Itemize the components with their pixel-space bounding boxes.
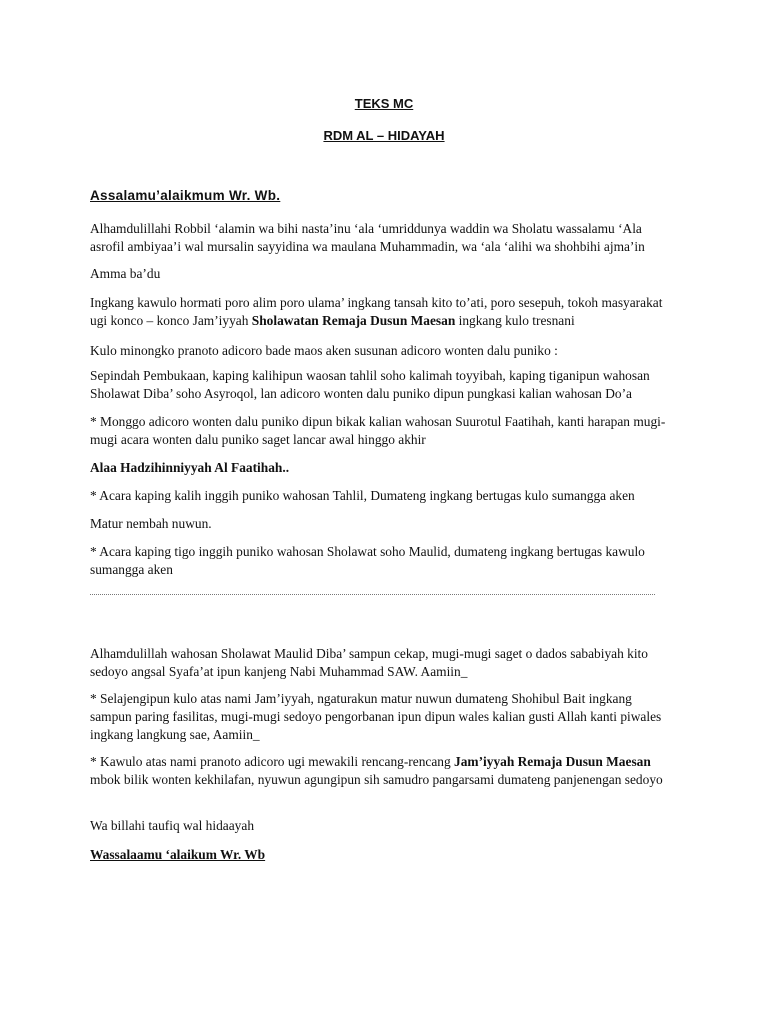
fatihah-call: Alaa Hadzihinniyyah Al Faatihah..	[90, 460, 290, 475]
paragraph-opening-prayer: Alhamdulillahi Robbil ‘alamin wa bihi nasta’inu ‘ala ‘umriddunya waddin wa Sholatu wassalamu ‘Ala asrofil ambiyaa’i wal mursalin sayyidina wa maulana Muhammadin, wa ‘ala ‘alihi wa shohbihi ajma’in	[90, 221, 645, 254]
paragraph-thanks-host: * Selajengipun kulo atas nami Jam’iyyah, ngaturakun matur nuwun dumateng Shohibul Bait ingkang sampun paring fasilitas, mugi-mugi sedoyo pengorbanan ipun dipun wales kalian gusti Allah kanti piwales ingkang langkung sae, Aamiin_	[90, 691, 662, 742]
paragraph-respects	[90, 294, 675, 330]
paragraph-thanks: Matur nembah nuwun.	[90, 516, 212, 531]
dotted-separator	[90, 594, 655, 595]
closing-greeting: Wassalaamu ‘alaikum Wr. Wb	[90, 847, 266, 862]
paragraph-apology-text-1: * Kawulo atas nami pranoto adicoro ugi mewakili rencang-rencang	[90, 754, 455, 769]
paragraph-respects-text-1: Ingkang kawulo hormati poro alim poro ulama’ ingkang tansah kito to’ati, poro sesepuh, tokoh masyarakat ugi konco – konco Jam’iyyah	[90, 295, 663, 328]
paragraph-billahi: Wa billahi taufiq wal hidaayah	[90, 818, 255, 833]
paragraph-tahlil: * Acara kaping kalih inggih puniko wahosan Tahlil, Dumateng ingkang bertugas kulo sumangga aken	[90, 488, 635, 503]
document-subtitle: RDM AL – HIDAYAH	[323, 128, 445, 143]
paragraph-apology-text-2: mbok bilik wonten kekhilafan, nyuwun agungipun sih samudro pangarsami dumateng panjenengan sedoyo	[90, 772, 663, 787]
paragraph-sholawat: * Acara kaping tigo inggih puniko wahosan Sholawat soho Maulid, dumateng ingkang bertugas kawulo sumangga aken	[90, 544, 645, 577]
paragraph-apology	[90, 753, 675, 789]
paragraph-closing-sholawat: Alhamdulillah wahosan Sholawat Maulid Diba’ sampun cekap, mugi-mugi saget o dados sababiyah kito sedoyo angsal Syafa’at ipun kanjeng Nabi Muhammad SAW. Aamiin_	[90, 646, 648, 679]
paragraph-agenda: Sepindah Pembukaan, kaping kalihipun waosan tahlil soho kalimah toyyibah, kaping tiganipun wahosan Sholawat Diba’ soho Asyroqol, lan adicoro wonten dalu puniko dipun pungkasi kalian wahosan Do’a	[90, 368, 650, 401]
document-title: TEKS MC	[354, 96, 414, 111]
group-name-bold: Sholawatan Remaja Dusun Maesan	[251, 313, 456, 328]
paragraph-agenda-intro: Kulo minongko pranoto adicoro bade maos aken susunan adicoro wonten dalu puniko :	[90, 343, 558, 358]
jamiyyah-name-bold: Jam’iyyah Remaja Dusun Maesan	[454, 754, 651, 769]
paragraph-fatihah: * Monggo adicoro wonten dalu puniko dipun bikak kalian wahosan Suurotul Faatihah, kanti harapan mugi-mugi acara wonten dalu puniko saget lancar awal hinggo akhir	[90, 414, 666, 447]
paragraph-respects-text-2: ingkang kulo tresnani	[455, 313, 575, 328]
opening-greeting: Assalamu’alaikmum Wr. Wb.	[90, 188, 281, 203]
paragraph-amma-badu: Amma ba’du	[90, 266, 161, 281]
